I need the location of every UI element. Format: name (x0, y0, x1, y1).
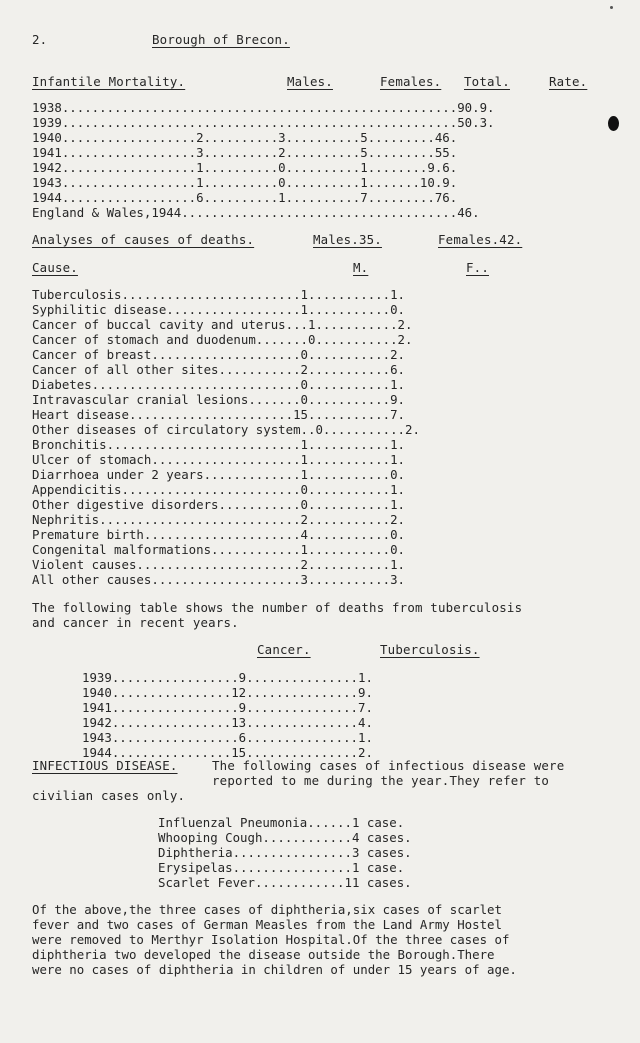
females-total: Females.42. (438, 232, 523, 247)
disease-item: Scarlet Fever............11 cases. (158, 875, 412, 890)
mortality-row: 1942..................1..........0..........1........9.6. (32, 160, 458, 175)
mortality-row: 1938.....................................................90.9. (32, 100, 495, 115)
tb-cancer-row: 1944................15...............2. (82, 745, 373, 760)
page-title: Borough of Brecon. (152, 32, 290, 47)
cause-row: Appendicitis........................0...........1. (32, 482, 405, 497)
cause-row: Syphilitic disease..................1...........0. (32, 302, 405, 317)
tb-cancer-row: 1939.................9...............1. (82, 670, 373, 685)
cause-column-label: Cause. (32, 260, 78, 275)
cause-row: Heart disease......................15...........7. (32, 407, 405, 422)
disease-item: Diphtheria................3 cases. (158, 845, 412, 860)
cause-row: Other diseases of circulatory system..0...........2. (32, 422, 420, 437)
males-total: Males.35. (313, 232, 382, 247)
cause-row: Cancer of all other sites...........2...........6. (32, 362, 405, 377)
causes-heading: Analyses of causes of deaths. (32, 232, 255, 247)
cause-row: Nephritis...........................2...........2. (32, 512, 405, 527)
tb-column-header: Tuberculosis. (380, 642, 480, 657)
cause-row: Tuberculosis........................1...........1. (32, 287, 405, 302)
tb-cancer-row: 1942................13...............4. (82, 715, 373, 730)
cause-row: Cancer of stomach and duodenum.......0...........2. (32, 332, 413, 347)
infectious-text-3: civilian cases only. (32, 788, 186, 803)
females-header: Females. (380, 74, 442, 89)
cause-row: Ulcer of stomach....................1...........1. (32, 452, 405, 467)
tb-cancer-row: 1940................12...............9. (82, 685, 373, 700)
mortality-row: 1944..................6..........1..........7.........76. (32, 190, 458, 205)
cause-row: Cancer of breast....................0...........2. (32, 347, 405, 362)
disease-item: Erysipelas................1 case. (158, 860, 405, 875)
rate-header: Rate. (549, 74, 588, 89)
page-number: 2. (32, 32, 48, 47)
cause-row: Cancer of buccal cavity and uterus...1...........2. (32, 317, 413, 332)
closing-paragraph-line: fever and two cases of German Measles from the Land Army Hostel (32, 917, 502, 932)
cause-row: Diabetes............................0...........1. (32, 377, 405, 392)
cause-row: Congenital malformations............1...........0. (32, 542, 405, 557)
tb-cancer-intro: The following table shows the number of deaths from tuberculosis (32, 600, 523, 615)
cancer-column-header: Cancer. (257, 642, 311, 657)
mortality-row: 1941..................3..........2..........5.........55. (32, 145, 458, 160)
f-column-label: F.. (466, 260, 489, 275)
males-header: Males. (287, 74, 333, 89)
infant-mortality-heading: Infantile Mortality. (32, 74, 186, 89)
cause-row: Violent causes......................2...........1. (32, 557, 405, 572)
mortality-row: 1940..................2..........3..........5.........46. (32, 130, 458, 145)
tb-cancer-row: 1941.................9...............7. (82, 700, 373, 715)
tb-cancer-row: 1943.................6...............1. (82, 730, 373, 745)
mortality-row: 1943..................1..........0..........1.......10.9. (32, 175, 458, 190)
closing-paragraph-line: diphtheria two developed the disease outside the Borough.There (32, 947, 495, 962)
cause-row: Other digestive disorders...........0...........1. (32, 497, 405, 512)
mortality-row: 1939.....................................................50.3. (32, 115, 495, 130)
closing-paragraph-line: were no cases of diphtheria in children of under 15 years of age. (32, 962, 517, 977)
disease-item: Whooping Cough............4 cases. (158, 830, 412, 845)
infectious-text-2: reported to me during the year.They refer to (212, 773, 550, 788)
cause-row: Premature birth.....................4...........0. (32, 527, 405, 542)
disease-item: Influenzal Pneumonia......1 case. (158, 815, 405, 830)
infectious-text-1: The following cases of infectious disease were (212, 758, 565, 773)
total-header: Total. (464, 74, 510, 89)
m-column-label: M. (353, 260, 369, 275)
mortality-row-england: England & Wales,1944.....................................46. (32, 205, 480, 220)
closing-paragraph-line: were removed to Merthyr Isolation Hospital.Of the three cases of (32, 932, 510, 947)
cause-row: Diarrhoea under 2 years.............1...........0. (32, 467, 405, 482)
cause-row: Bronchitis..........................1...........1. (32, 437, 405, 452)
cause-row: All other causes....................3...........3. (32, 572, 405, 587)
scan-speck (610, 6, 613, 9)
cause-row: Intravascular cranial lesions.......0...........9. (32, 392, 405, 407)
tb-cancer-intro-2: and cancer in recent years. (32, 615, 239, 630)
margin-mark (608, 116, 619, 131)
closing-paragraph-line: Of the above,the three cases of diphtheria,six cases of scarlet (32, 902, 502, 917)
infectious-heading: INFECTIOUS DISEASE. (32, 758, 178, 773)
